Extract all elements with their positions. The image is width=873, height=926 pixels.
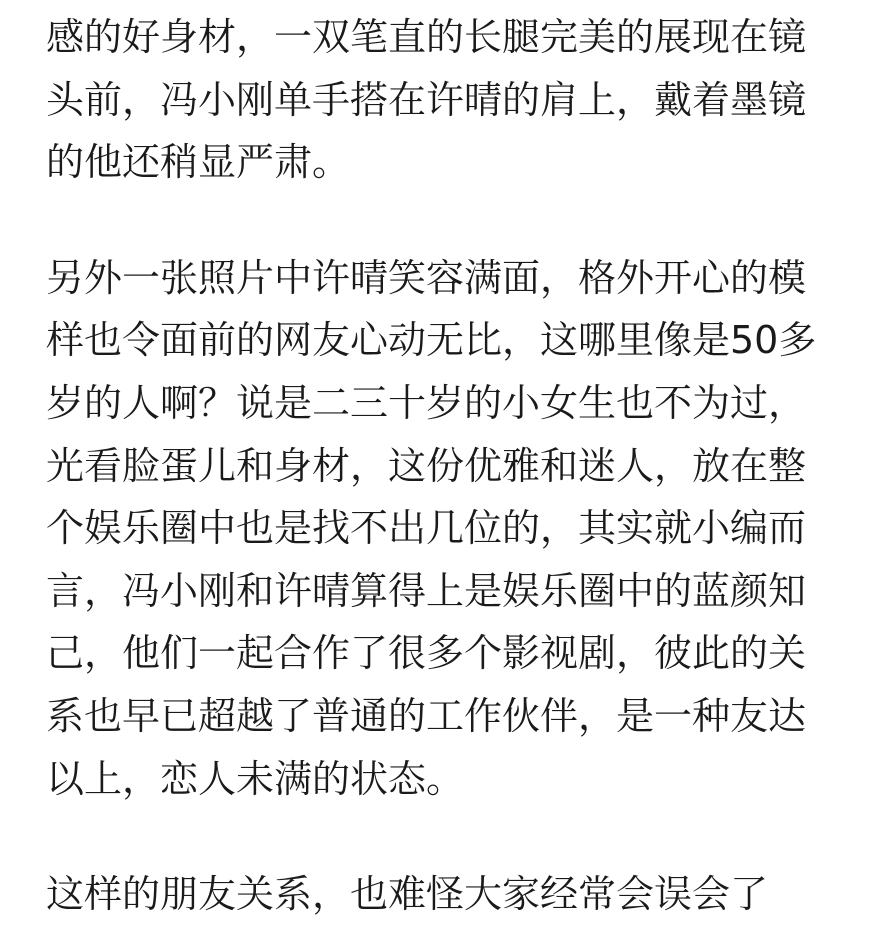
paragraph-2 (46, 247, 846, 810)
paragraph-1 (46, 6, 846, 194)
text-line: 的他还稍显严肃。 (46, 140, 351, 185)
text-line: 另外一张照片中许晴笑容满面，格外开心的模 (46, 255, 807, 300)
text-line: 己，他们一起合作了很多个影视剧，彼此的关 (46, 631, 807, 676)
text-line: 系也早已超越了普通的工作伙伴，是一种友达 (46, 693, 807, 738)
paragraph-spacer (46, 810, 846, 863)
text-line: 这样的朋友关系，也难怪大家经常会误会了 (46, 872, 769, 917)
text-line: 言，冯小刚和许晴算得上是娱乐圈中的蓝颜知 (46, 568, 807, 613)
text-line: 光看脸蛋儿和身材，这份优雅和迷人，放在整 (46, 443, 807, 488)
text-line: 岁的人啊？说是二三十岁的小女生也不为过， (46, 380, 807, 425)
paragraph-3 (46, 863, 846, 926)
text-line: 头前，冯小刚单手搭在许晴的肩上，戴着墨镜 (46, 77, 807, 122)
text-line: 感的好身材，一双笔直的长腿完美的展现在镜 (46, 15, 807, 59)
text-line: 以上，恋人未满的状态。 (46, 756, 465, 801)
paragraph-spacer (46, 194, 846, 247)
text-line: 样也令面前的网友心动无比，这哪里像是50多 (46, 318, 817, 363)
text-line: 个娱乐圈中也是找不出几位的，其实就小编而 (46, 506, 807, 551)
article-body (46, 6, 846, 926)
